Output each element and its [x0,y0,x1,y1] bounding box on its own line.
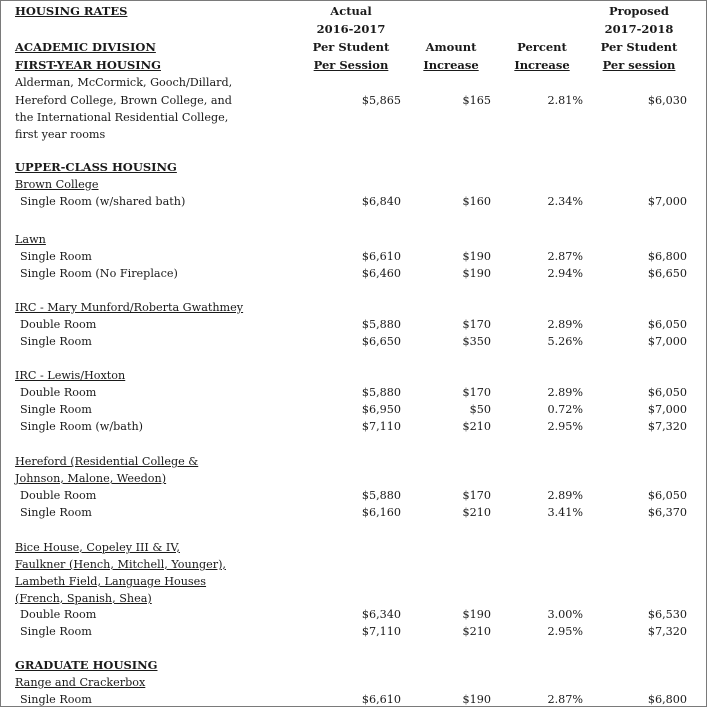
group-title-hereford: Hereford (Residential College & [15,455,199,468]
row-percent: 2.89% [547,318,583,331]
row-label: Double Room [20,386,97,399]
row-actual: $6,340 [361,608,401,621]
row-proposed: $6,370 [647,506,687,519]
row-percent: 3.00% [547,608,583,621]
group-title-lawn: Lawn [15,233,46,246]
row-amount: $210 [462,506,491,519]
row-proposed: $6,050 [647,318,687,331]
page-title: HOUSING RATES [15,4,128,18]
section-graduate-housing: GRADUATE HOUSING [15,658,158,672]
header-percent-line1: Percent [517,40,567,54]
first-year-proposed: $6,030 [647,94,687,107]
section-upper-class-housing: UPPER-CLASS HOUSING [15,160,177,174]
header-proposed-line2: 2017-2018 [604,22,674,36]
row-amount: $190 [462,267,491,280]
header-proposed-line1: Proposed [609,4,669,18]
row-proposed: $7,320 [647,420,687,433]
row-label: Double Room [20,608,97,621]
row-amount: $190 [462,693,491,706]
header-percent-line2: Increase [514,58,570,72]
row-label: Single Room [20,693,92,706]
row-proposed: $6,650 [647,267,687,280]
row-label: Double Room [20,489,97,502]
first-year-percent: 2.81% [547,94,583,107]
header-actual-line1: Actual [330,4,372,18]
row-actual: $5,880 [361,386,401,399]
row-amount: $170 [462,386,491,399]
row-label: Single Room (w/bath) [20,420,144,433]
row-amount: $170 [462,489,491,502]
row-actual: $7,110 [361,420,401,433]
row-label: Single Room (w/shared bath) [20,195,186,208]
row-label: Single Room [20,625,92,638]
row-percent: 5.26% [547,335,583,348]
group-title-bice-house: Faulkner (Hench, Mitchell, Younger), [15,558,226,571]
header-proposed-line3: Per Student [600,40,678,54]
row-label: Single Room [20,335,92,348]
group-title-hereford: Johnson, Malone, Weedon) [15,472,167,485]
row-proposed: $6,530 [647,608,687,621]
row-actual: $6,840 [361,195,401,208]
row-label: Single Room [20,403,92,416]
row-proposed: $6,050 [647,489,687,502]
row-percent: 2.89% [547,489,583,502]
group-title-bice-house: Lambeth Field, Language Houses [15,575,207,588]
row-label: Single Room (No Fireplace) [20,267,178,280]
row-percent: 0.72% [547,403,583,416]
row-amount: $50 [469,403,491,416]
group-title-bice-house: Bice House, Copeley III & IV, [15,541,180,554]
first-year-desc-line: the International Residential College, [15,111,229,124]
row-actual: $6,610 [361,250,401,263]
section-academic-division: ACADEMIC DIVISION [15,40,156,54]
row-percent: 2.34% [547,195,583,208]
section-first-year-housing: FIRST-YEAR HOUSING [15,58,161,72]
group-title-irc-munford-gwathmey: IRC - Mary Munford/Roberta Gwathmey [15,301,244,314]
row-actual: $6,460 [361,267,401,280]
group-title-irc-lewis-hoxton: IRC - Lewis/Hoxton [15,369,126,382]
row-actual: $6,650 [361,335,401,348]
row-amount: $210 [462,625,491,638]
row-percent: 2.95% [547,420,583,433]
header-proposed-line4: Per session [602,58,676,72]
row-actual: $7,110 [361,625,401,638]
header-amount-line1: Amount [425,40,477,54]
first-year-desc-line: first year rooms [15,128,106,141]
row-percent: 3.41% [547,506,583,519]
row-percent: 2.89% [547,386,583,399]
first-year-desc-line: Hereford College, Brown College, and [15,94,232,107]
row-amount: $210 [462,420,491,433]
first-year-desc-line: Alderman, McCormick, Gooch/Dillard, [15,76,233,89]
row-proposed: $7,320 [647,625,687,638]
row-proposed: $7,000 [647,403,687,416]
row-label: Single Room [20,250,92,263]
group-title-bice-house: (French, Spanish, Shea) [15,592,152,605]
row-label: Single Room [20,506,92,519]
row-amount: $190 [462,250,491,263]
row-label: Double Room [20,318,97,331]
row-proposed: $6,050 [647,386,687,399]
first-year-amount: $165 [462,94,491,107]
first-year-actual: $5,865 [361,94,401,107]
row-proposed: $7,000 [647,195,687,208]
row-percent: 2.94% [547,267,583,280]
row-amount: $350 [462,335,491,348]
row-actual: $6,610 [361,693,401,706]
row-actual: $5,880 [361,489,401,502]
row-proposed: $6,800 [647,693,687,706]
row-percent: 2.87% [547,693,583,706]
row-proposed: $7,000 [647,335,687,348]
row-proposed: $6,800 [647,250,687,263]
group-title-brown-college: Brown College [15,178,99,191]
row-amount: $170 [462,318,491,331]
row-amount: $160 [462,195,491,208]
header-amount-line2: Increase [423,58,479,72]
group-title-range-crackerbox: Range and Crackerbox [15,676,146,689]
row-amount: $190 [462,608,491,621]
row-percent: 2.87% [547,250,583,263]
row-actual: $5,880 [361,318,401,331]
row-actual: $6,160 [361,506,401,519]
header-actual-line4: Per Session [313,58,389,72]
row-percent: 2.95% [547,625,583,638]
header-actual-line3: Per Student [312,40,390,54]
header-actual-line2: 2016-2017 [316,22,386,36]
row-actual: $6,950 [361,403,401,416]
